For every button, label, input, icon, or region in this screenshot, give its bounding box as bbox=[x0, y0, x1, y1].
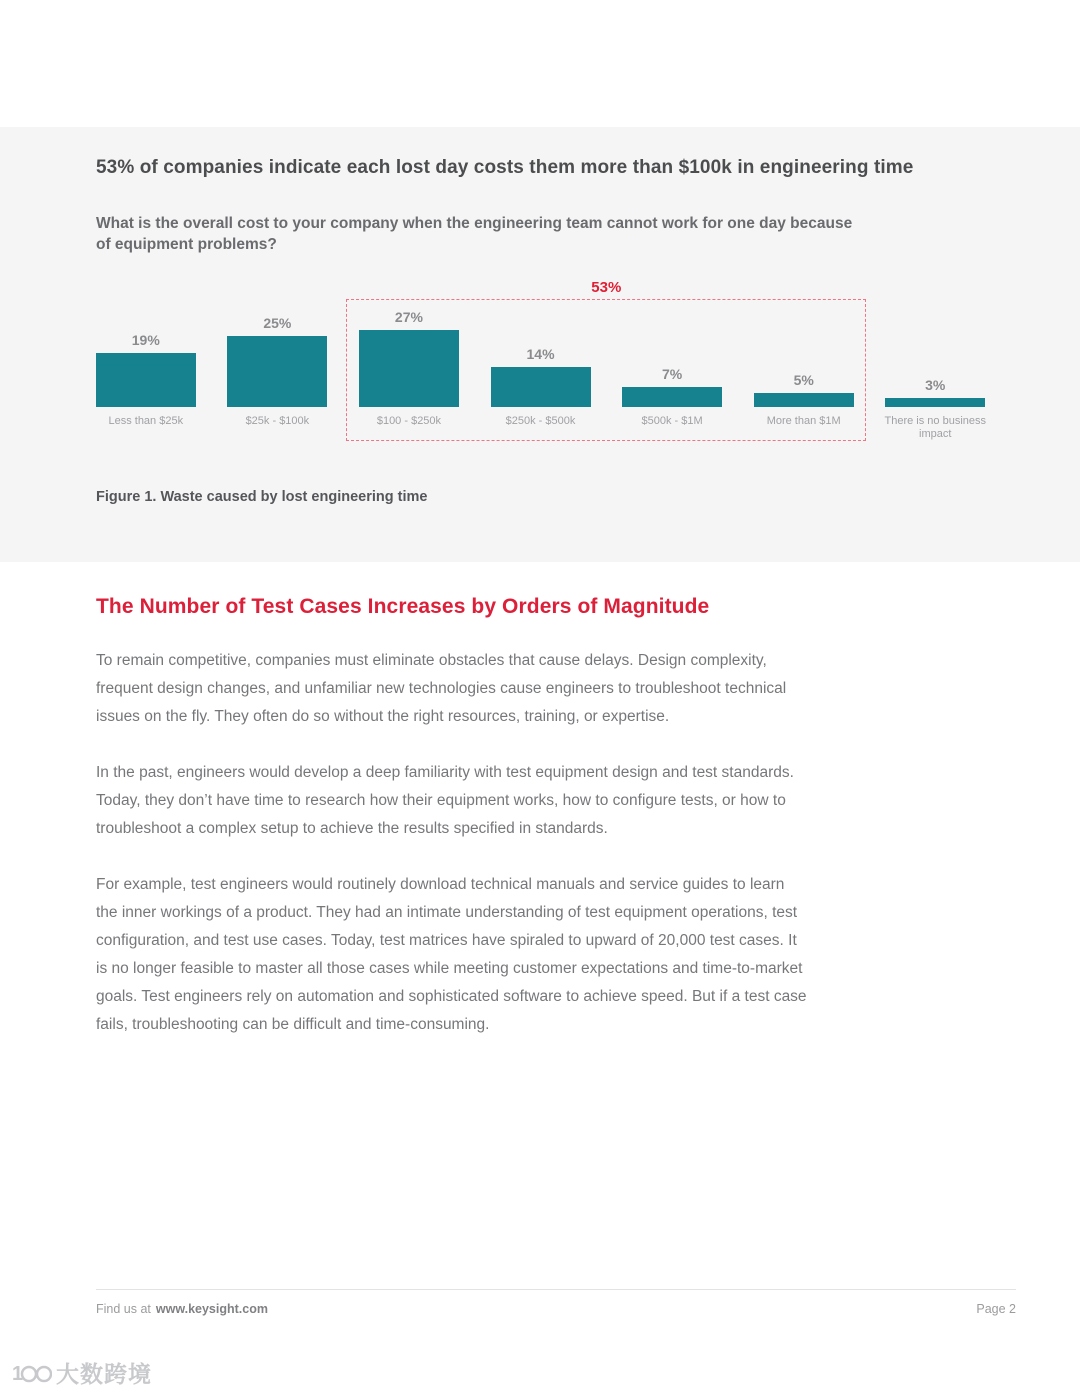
bar-value-label: 25% bbox=[263, 314, 292, 331]
figure-caption: Figure 1. Waste caused by lost engineering time bbox=[96, 489, 428, 505]
bar-category-label: $250k - $500k bbox=[505, 415, 576, 427]
chart-column bbox=[212, 309, 344, 443]
bar-category-label: $500k - $1M bbox=[641, 415, 703, 427]
bar-category-label: There is no business impact bbox=[884, 415, 986, 440]
page-footer bbox=[96, 1289, 1016, 1316]
chart-columns bbox=[80, 309, 1001, 443]
bar-category-label: Less than $25k bbox=[108, 415, 184, 427]
chart-column bbox=[606, 309, 738, 443]
chart-section bbox=[0, 127, 1080, 562]
bar bbox=[622, 387, 722, 407]
bar-value-label: 27% bbox=[394, 309, 423, 326]
bar bbox=[96, 353, 196, 407]
bar-category-label: More than $1M bbox=[766, 415, 841, 427]
bar-value-label: 3% bbox=[925, 377, 946, 394]
article-body bbox=[0, 562, 1080, 1039]
bar bbox=[359, 330, 459, 407]
section-heading: 53% of companies indicate each lost day costs them more than $100k in engineering time bbox=[96, 157, 914, 178]
article-paragraph: For example, test engineers would routinely download technical manuals and service guides to learn the inner workings of a product. They had an intimate understanding of test equipment operations, test configuration, and test use cases. Today, test matrices have spiraled to upward of 20,000 test cases. It is no longer feasible to master all those cases while meeting customer expectations and time-to-market goals. Test engineers rely on automation and sophisticated software to achieve speed. But if a test case fails, troubleshooting can be difficult and time-consuming. bbox=[96, 876, 807, 1033]
watermark-text: 大数跨境 bbox=[56, 1361, 152, 1387]
bar bbox=[491, 367, 591, 407]
chart-column bbox=[738, 309, 870, 443]
article-paragraph: To remain competitive, companies must eliminate obstacles that cause delays. Design complexity, frequent design changes, and unfamiliar new technologies cause engineers to troubleshoot technical issues on the fly. They often do so without the right resources, training, or expertise. bbox=[96, 652, 787, 725]
footer-website-link[interactable]: www.keysight.com bbox=[155, 1302, 268, 1316]
page-number: Page 2 bbox=[976, 1302, 1016, 1316]
bar-value-label: 19% bbox=[131, 331, 160, 348]
watermark-logo-icon bbox=[12, 1361, 52, 1385]
chart-column bbox=[869, 309, 1001, 443]
chart-column bbox=[475, 309, 607, 443]
watermark bbox=[12, 1356, 152, 1389]
bar-chart bbox=[80, 279, 1001, 443]
bar-value-label: 14% bbox=[526, 346, 555, 363]
svg-text:1: 1 bbox=[12, 1362, 25, 1385]
bar-value-label: 5% bbox=[793, 371, 814, 388]
highlight-percentage-label: 53% bbox=[591, 279, 622, 296]
chart-column bbox=[80, 309, 212, 443]
bar bbox=[754, 393, 854, 407]
bar-category-label: $100 - $250k bbox=[376, 415, 442, 427]
footer-findus-label: Find us at bbox=[96, 1302, 151, 1316]
article-paragraph: In the past, engineers would develop a deep familiarity with test equipment design and test standards. Today, they don’t have time to research how their equipment works, how to configure tests, or how to troubleshoot a complex setup to achieve the results specified in standards. bbox=[96, 764, 794, 837]
survey-question: What is the overall cost to your company when the engineering team cannot work for one day because of equipment problems? bbox=[96, 215, 853, 253]
footer-findus bbox=[96, 1302, 268, 1316]
bar-category-label: $25k - $100k bbox=[245, 415, 310, 427]
bar-value-label: 7% bbox=[661, 366, 683, 383]
bar bbox=[885, 398, 985, 407]
article-title: The Number of Test Cases Increases by Orders of Magnitude bbox=[96, 595, 710, 618]
bar bbox=[227, 336, 327, 407]
chart-column bbox=[343, 309, 475, 443]
